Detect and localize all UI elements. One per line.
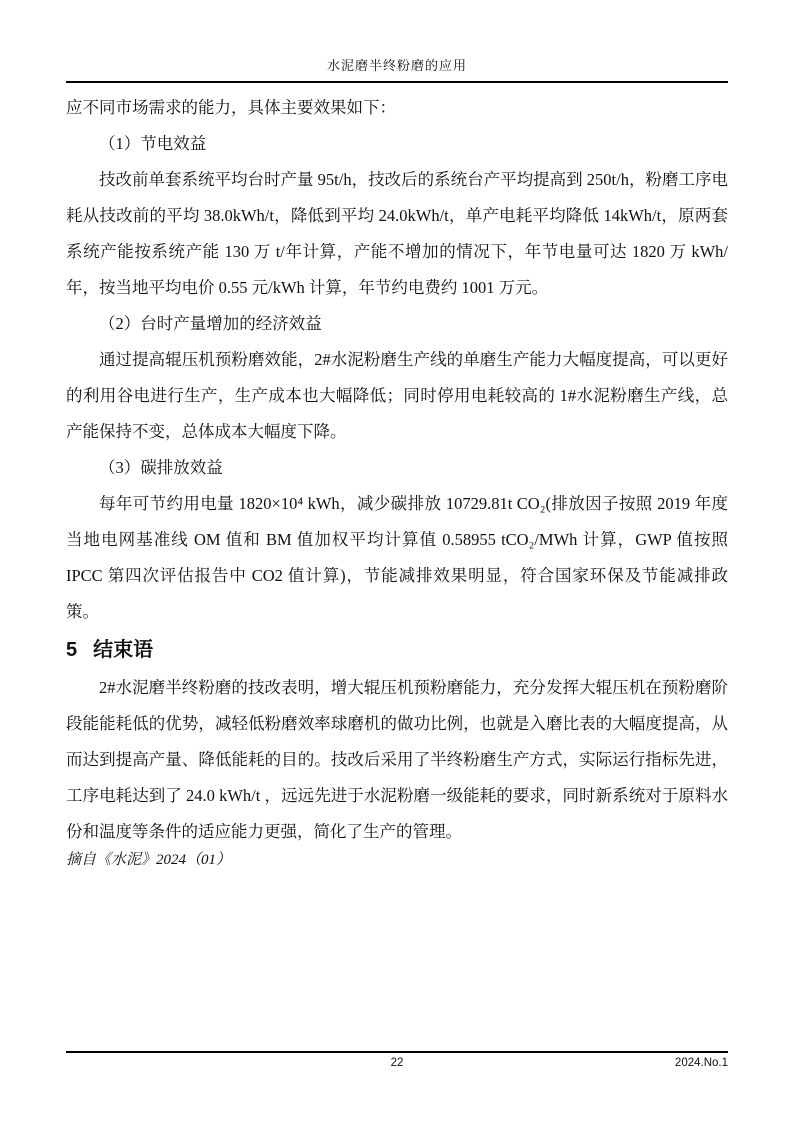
source-note: 摘自《水泥》2024（01） bbox=[66, 852, 232, 868]
benefit2-heading: （2）台时产量增加的经济效益 bbox=[99, 314, 322, 333]
benefit3-heading: （3）碳排放效益 bbox=[99, 458, 223, 477]
benefit1-paragraph: 技改前单套系统平均台时产量 95t/h，技改后的系统台产平均提高到 250t/h，粉磨工序电耗从技改前的平均 38.0kWh/t，降低到平均 24.0kWh/t，单产电耗平均降低 14kWh/t，原两套系统产能按系统产能 130 万 t/年计算，产能不增加的情况下，年节电量可达 1820 万 kWh/年，按当地平均电价 0.55 元/kWh 计算，年节约电费约 1001 万元。 bbox=[66, 170, 728, 297]
conclusion-paragraph: 2#水泥磨半终粉磨的技改表明，增大辊压机预粉磨能力，充分发挥大辊压机在预粉磨阶段能能耗低的优势，减轻低粉磨效率球磨机的做功比例，也就是入磨比表的大幅度提高，从而达到提高产量、降低能耗的目的。技改后采用了半终粉磨生产方式，实际运行指标先进，工序电耗达到了 24.0 kWh/t ，远远先进于水泥粉磨一级能耗的要求，同时新系统对于原料水份和温度等条件的适应能力更强，简化了生产的管理。 bbox=[66, 678, 728, 841]
intro-paragraph: 应不同市场需求的能力，具体主要效果如下： bbox=[66, 98, 396, 117]
section-title: 结束语 bbox=[93, 639, 154, 661]
section-number: 5 bbox=[66, 639, 78, 661]
benefit3-paragraph: 每年可节约用电量 1820×10⁴ kWh，减少碳排放 10729.81t CO₂(排放因子按照 2019 年度当地电网基准线 OM 值和 BM 值加权平均计算值 0.58955 tCO₂/MWh 计算，GWP 值按照 IPCC 第四次评估报告中 CO2 值计算)，节能减排效果明显，符合国家环保及节能减排政策。 bbox=[66, 494, 728, 621]
section-heading-conclusion bbox=[66, 637, 728, 663]
benefit1-heading: （1）节电效益 bbox=[99, 134, 207, 153]
footer-row bbox=[66, 1055, 728, 1075]
header-rule bbox=[66, 81, 728, 83]
document-body bbox=[66, 90, 728, 870]
page-number: 22 bbox=[390, 1057, 404, 1069]
issue-label: 2024.No.1 bbox=[674, 1057, 728, 1069]
running-header-title: 水泥磨半终粉磨的应用 bbox=[326, 58, 467, 73]
page-footer bbox=[66, 1051, 728, 1075]
benefit2-paragraph: 通过提高辊压机预粉磨效能，2#水泥粉磨生产线的单磨生产能力大幅度提高，可以更好的利用谷电进行生产，生产成本也大幅降低；同时停用电耗较高的 1#水泥粉磨生产线，总产能保持不变，总体成本大幅度下降。 bbox=[66, 350, 728, 441]
footer-rule bbox=[66, 1051, 728, 1053]
